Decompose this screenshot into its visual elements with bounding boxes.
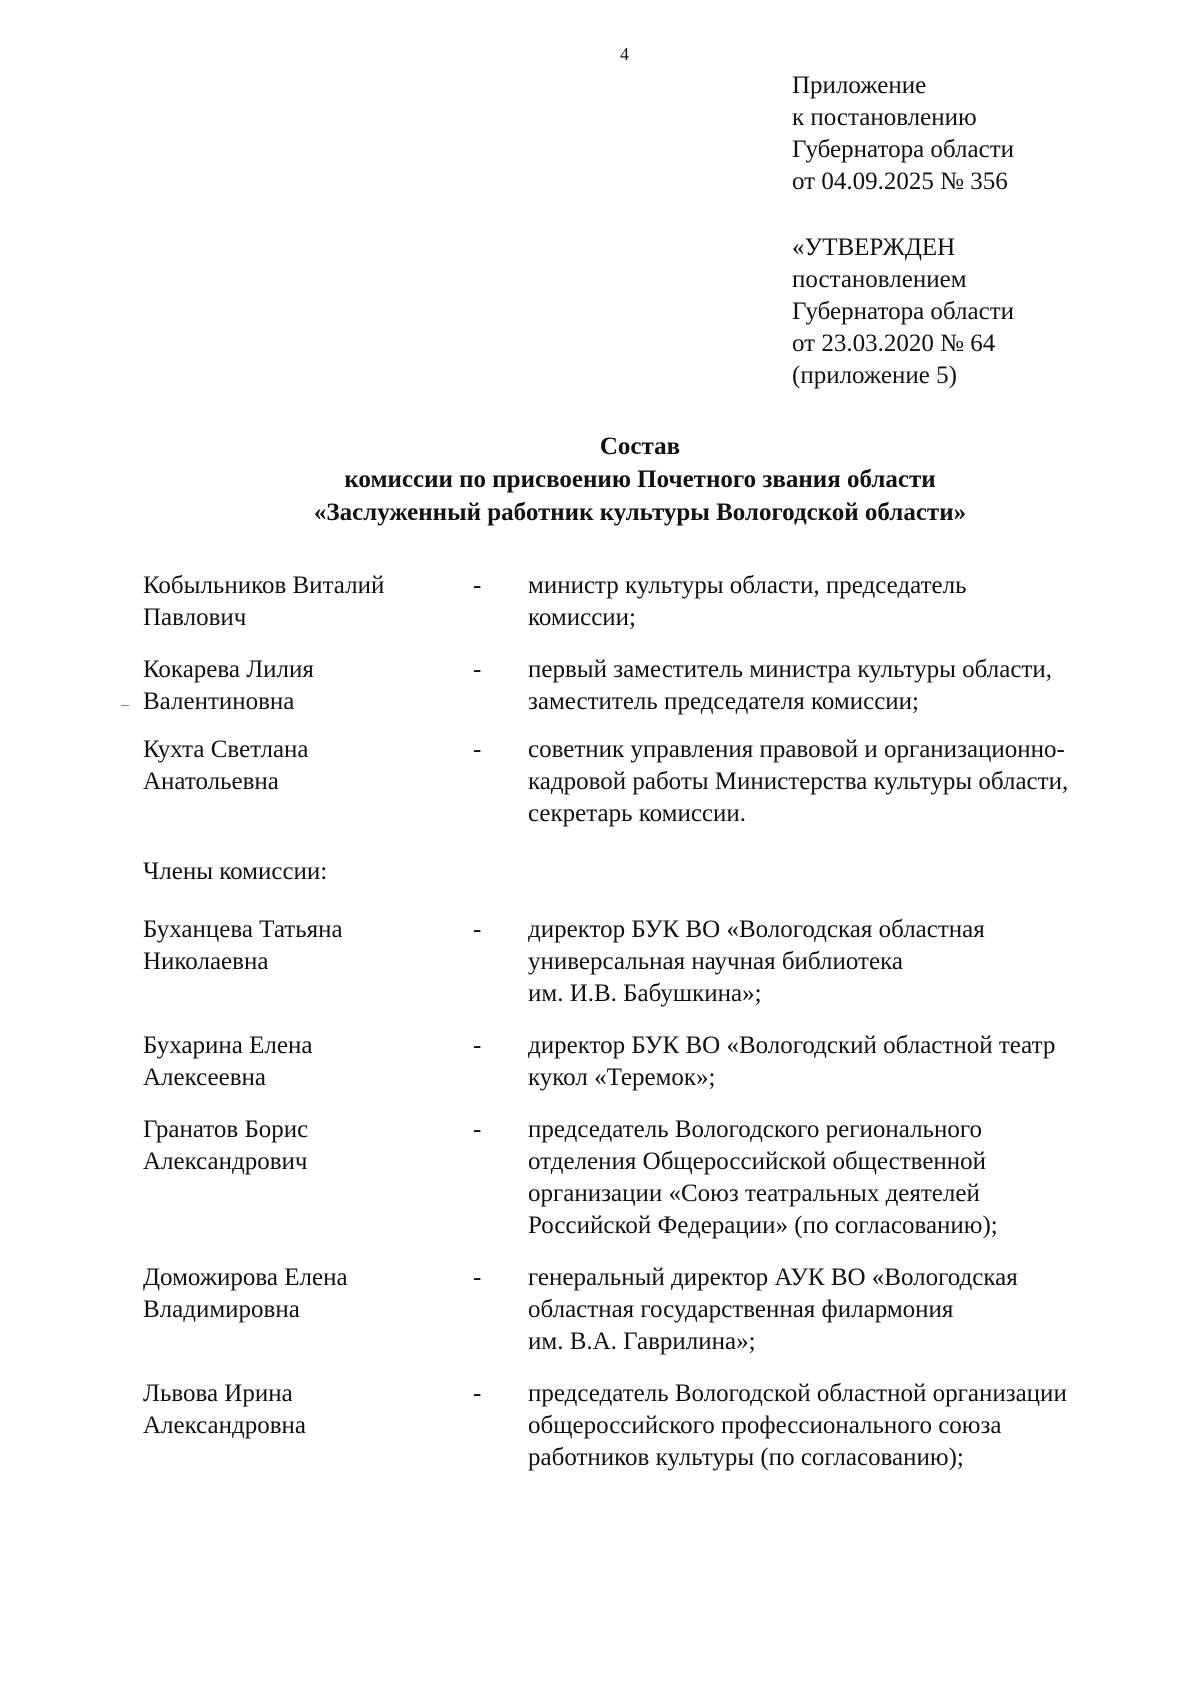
approval-header — [792, 232, 1152, 392]
role-line: советник управления правовой и организационно- — [528, 736, 1065, 763]
role-line: председатель Вологодского регионального — [528, 1116, 982, 1143]
role-line: работников культуры (по согласованию); — [528, 1444, 964, 1471]
leader-row — [143, 734, 1143, 830]
name-line: Львова Ирина — [143, 1380, 293, 1407]
approval-line: постановлением — [792, 266, 967, 293]
member-name — [143, 1262, 473, 1326]
leader-row — [143, 570, 1143, 634]
member-name — [143, 1030, 473, 1094]
dash-separator: - — [473, 736, 482, 763]
role-line: Российской Федерации» (по согласованию); — [528, 1212, 998, 1239]
name-line: Кухта Светлана — [143, 736, 309, 763]
role-line: секретарь комиссии. — [528, 800, 747, 827]
role-line: кукол «Теремок»; — [528, 1064, 716, 1091]
appendix-line: от 04.09.2025 № 356 — [792, 168, 1008, 195]
role-line: отделения Общероссийской общественной — [528, 1148, 987, 1175]
role-line: директор БУК ВО «Вологодский областной театр — [528, 1032, 1056, 1059]
page-number: 4 — [620, 44, 629, 64]
member-role — [528, 1114, 1148, 1242]
member-name — [143, 654, 473, 718]
name-line: Павлович — [143, 604, 247, 631]
role-line: областная государственная филармония — [528, 1296, 954, 1323]
member-row — [143, 914, 1143, 1010]
member-role — [528, 1030, 1148, 1094]
name-line: Владимировна — [143, 1296, 300, 1323]
members-label: Члены комиссии: — [143, 858, 328, 885]
role-line: им. В.А. Гаврилина»; — [528, 1328, 756, 1355]
member-row — [143, 1030, 1143, 1094]
title-line: «Заслуженный работник культуры Вологодской области» — [313, 499, 967, 526]
role-line: первый заместитель министра культуры области, — [528, 656, 1052, 683]
member-name — [143, 734, 473, 798]
member-row — [143, 1378, 1143, 1474]
role-line: министр культуры области, председатель — [528, 572, 967, 599]
role-line: им. И.В. Бабушкина»; — [528, 980, 762, 1007]
name-line: Бухарина Елена — [143, 1032, 313, 1059]
role-line: директор БУК ВО «Вологодская областная — [528, 916, 985, 943]
member-name — [143, 1114, 473, 1178]
title-line: комиссии по присвоению Почетного звания области — [344, 466, 936, 493]
dash-separator: - — [473, 1380, 482, 1407]
dash-separator: - — [473, 656, 482, 683]
name-line: Кокарева Лилия — [143, 656, 314, 683]
name-line: Николаевна — [143, 948, 269, 975]
name-line: Доможирова Елена — [143, 1264, 348, 1291]
name-line: Александрович — [143, 1148, 308, 1175]
member-role — [528, 570, 1148, 634]
dash-separator: - — [473, 916, 482, 943]
role-line: универсальная научная библиотека — [528, 948, 903, 975]
member-name — [143, 1378, 473, 1442]
commission-list — [143, 570, 1143, 1474]
name-line: Александровна — [143, 1412, 307, 1439]
dash-separator: - — [473, 1032, 482, 1059]
role-line: заместитель председателя комиссии; — [528, 688, 920, 715]
role-line: генеральный директор АУК ВО «Вологодская — [528, 1264, 1018, 1291]
role-line: председатель Вологодской областной организации — [528, 1380, 1067, 1407]
approval-line: Губернатора области — [792, 298, 1014, 325]
name-line: Валентиновна — [143, 688, 295, 715]
member-name — [143, 914, 473, 978]
appendix-line: Губернатора области — [792, 136, 1014, 163]
approval-line: от 23.03.2020 № 64 — [792, 330, 996, 357]
dash-separator: - — [473, 572, 482, 599]
name-line: Анатольевна — [143, 768, 279, 795]
role-line: организации «Союз театральных деятелей — [528, 1180, 980, 1207]
appendix-header — [792, 70, 1152, 198]
approval-line: (приложение 5) — [792, 362, 957, 389]
member-row — [143, 1262, 1143, 1358]
role-line: комиссии; — [528, 604, 636, 631]
name-line: Алексеевна — [143, 1064, 267, 1091]
leader-row — [143, 654, 1143, 718]
approval-line: «УТВЕРЖДЕН — [792, 234, 956, 261]
title-line: Состав — [599, 433, 681, 460]
name-line: Гранатов Борис — [143, 1116, 309, 1143]
document-title — [100, 430, 1180, 529]
appendix-line: к постановлению — [792, 104, 977, 131]
role-line: общероссийского профессионального союза — [528, 1412, 1002, 1439]
member-role — [528, 1262, 1148, 1358]
member-row — [143, 1114, 1143, 1242]
name-line: Буханцева Татьяна — [143, 916, 343, 943]
member-role — [528, 734, 1148, 830]
name-line: Кобыльников Виталий — [143, 572, 385, 599]
role-line: кадровой работы Министерства культуры области, — [528, 768, 1069, 795]
dash-separator: - — [473, 1116, 482, 1143]
dash-separator: - — [473, 1264, 482, 1291]
margin-mark — [121, 705, 129, 706]
member-role — [528, 914, 1148, 1010]
member-name — [143, 570, 473, 634]
member-role — [528, 1378, 1148, 1474]
appendix-line: Приложение — [792, 72, 927, 99]
member-role — [528, 654, 1148, 718]
